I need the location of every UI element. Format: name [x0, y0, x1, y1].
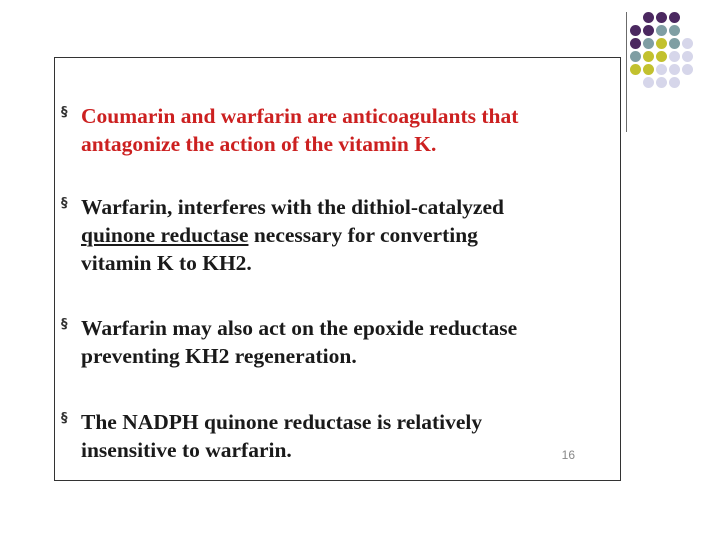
decorative-dot	[656, 64, 667, 75]
decorative-dot	[656, 12, 667, 23]
decorative-dot	[682, 51, 693, 62]
decorative-dot	[656, 38, 667, 49]
bullet-2-line-1: Warfarin, interferes with the dithiol-catalyzed	[81, 195, 504, 219]
decorative-dot	[643, 51, 654, 62]
bullet-1-line-1: Coumarin and warfarin are anticoagulants that	[81, 104, 519, 128]
decorative-dot	[669, 77, 680, 88]
bullet-marker: §	[61, 411, 68, 426]
decorative-dot	[669, 38, 680, 49]
bullet-2-line-3: vitamin K to KH2.	[81, 251, 252, 275]
decorative-dot	[630, 38, 641, 49]
bullet-1-line-2: antagonize the action of the vitamin K.	[81, 132, 437, 156]
decorative-dot	[630, 64, 641, 75]
decorative-dot	[669, 12, 680, 23]
bullet-2	[61, 193, 609, 277]
bullet-4-line-2: insensitive to warfarin.	[81, 438, 292, 462]
bullet-marker: §	[61, 105, 68, 120]
bullet-3-line-2: preventing KH2 regeneration.	[81, 344, 357, 368]
bullet-4-line-1: The NADPH quinone reductase is relatively	[81, 410, 483, 434]
page-number: 16	[561, 448, 575, 462]
decorative-dot	[630, 25, 641, 36]
decorative-dot	[643, 25, 654, 36]
bullet-3-text	[81, 314, 609, 370]
bullet-3	[61, 314, 609, 370]
bullet-marker: §	[61, 317, 68, 332]
decorative-dot	[656, 51, 667, 62]
decorative-dot	[643, 77, 654, 88]
bullet-1-text	[81, 102, 609, 158]
decorative-dot	[669, 51, 680, 62]
decorative-divider-line	[626, 12, 627, 132]
decorative-dot	[669, 25, 680, 36]
decorative-dot	[656, 25, 667, 36]
decorative-dot	[682, 38, 693, 49]
bullet-marker: §	[61, 196, 68, 211]
bullet-2-underlined-term: quinone reductase	[81, 223, 249, 247]
decorative-dot	[682, 64, 693, 75]
bullet-1	[61, 102, 609, 158]
bullet-4	[61, 408, 609, 464]
decorative-dot	[669, 64, 680, 75]
bullet-3-line-1: Warfarin may also act on the epoxide reductase	[81, 316, 518, 340]
bullet-2-text	[81, 193, 609, 277]
slide-frame	[54, 57, 621, 481]
bullet-2-line-2-rest: necessary for converting	[248, 223, 478, 247]
decorative-dot	[630, 51, 641, 62]
decorative-dot	[656, 77, 667, 88]
decorative-dot	[643, 38, 654, 49]
decorative-dot	[643, 64, 654, 75]
decorative-dot	[643, 12, 654, 23]
bullet-4-text	[81, 408, 609, 464]
